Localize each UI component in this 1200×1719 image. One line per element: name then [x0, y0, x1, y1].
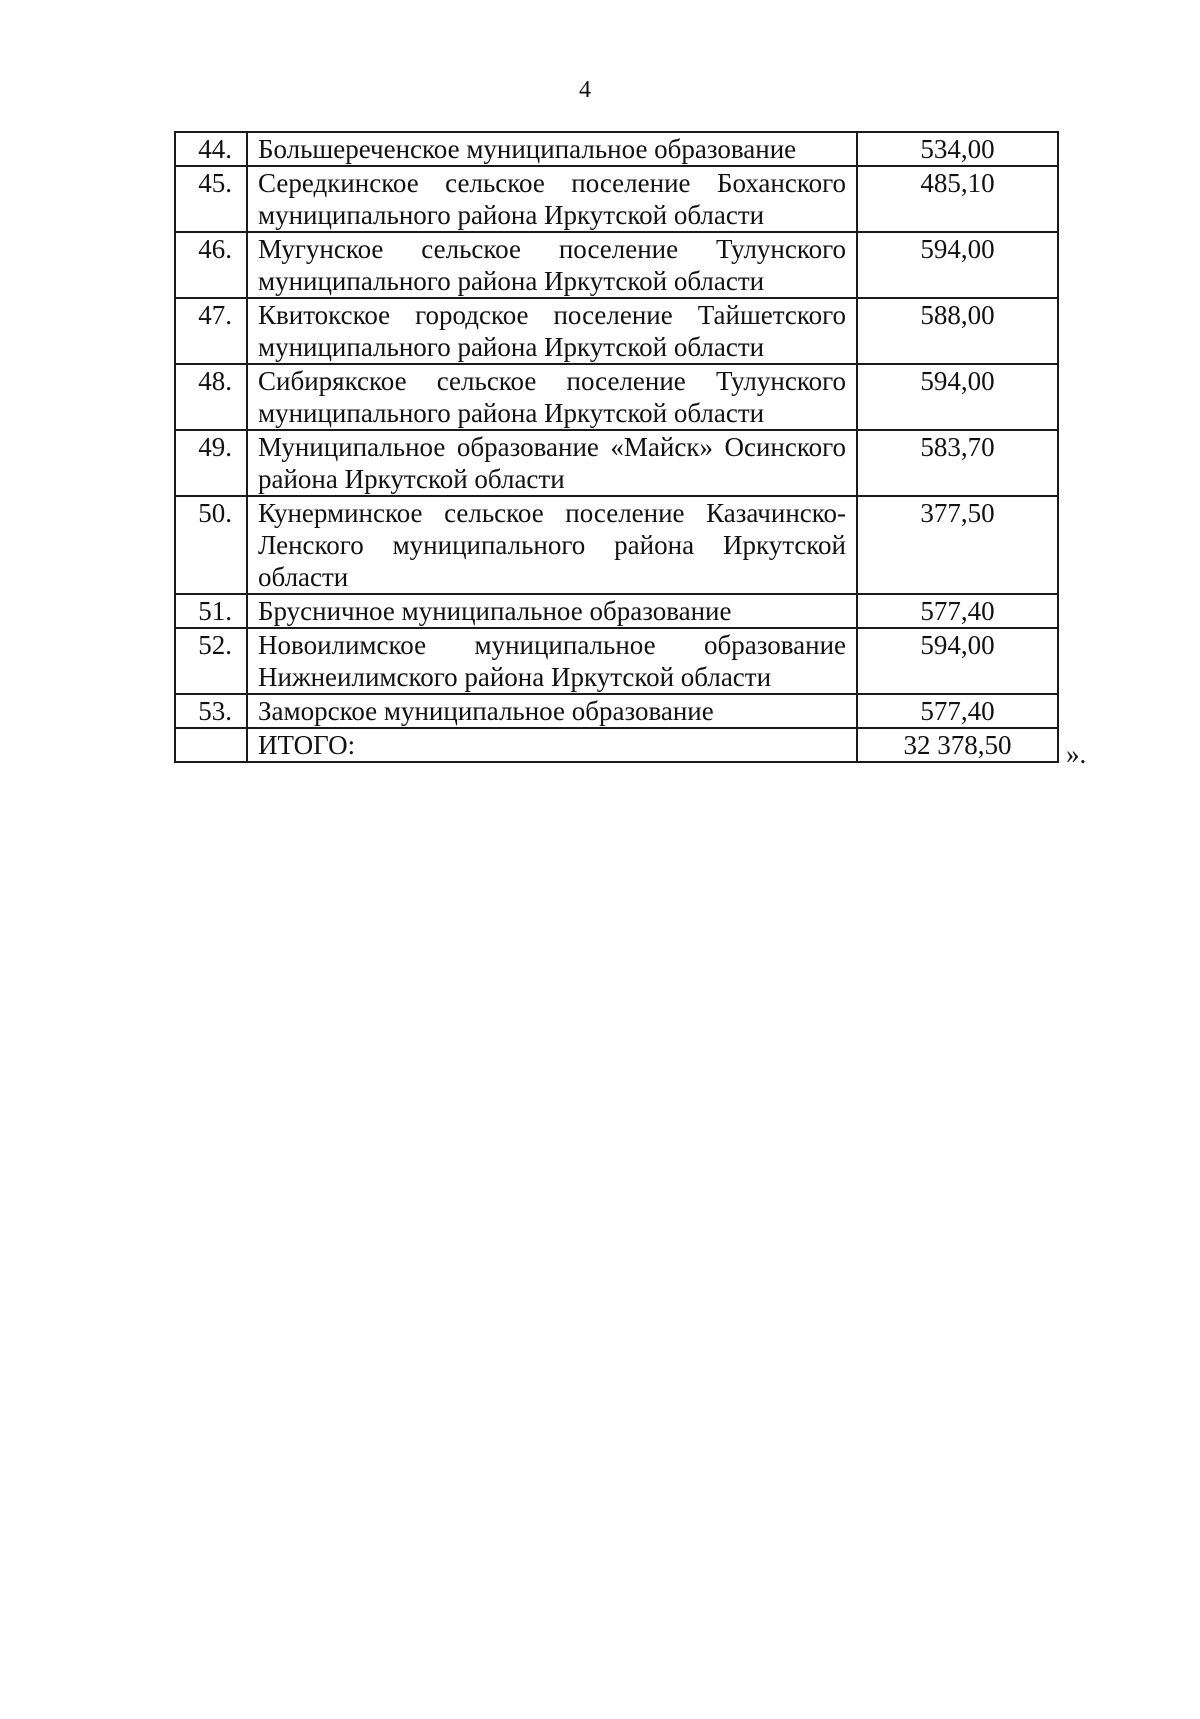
table-row [175, 132, 1058, 166]
row-number: 53. [175, 694, 247, 728]
row-number: 49. [175, 430, 247, 496]
table-row [175, 628, 1058, 694]
amount-value: 594,00 [857, 364, 1058, 430]
amount-value: 377,50 [857, 496, 1058, 594]
municipality-name: Большереченское муниципальное образование [247, 132, 857, 166]
table-body [175, 132, 1058, 762]
amount-value: 583,70 [857, 430, 1058, 496]
table-row [175, 232, 1058, 298]
table-row [175, 594, 1058, 628]
closing-quote-mark: ». [1066, 739, 1087, 769]
amount-value: 594,00 [857, 628, 1058, 694]
municipality-name: Сибирякское сельское поселение Тулунского муниципального района Иркутской области [247, 364, 857, 430]
municipality-name: Квитокское городское поселение Тайшетского муниципального района Иркутской области [247, 298, 857, 364]
municipality-name: Новоилимское муниципальное образование Нижнеилимского района Иркутской области [247, 628, 857, 694]
total-amount: 32 378,50 [857, 728, 1058, 762]
amount-value: 594,00 [857, 232, 1058, 298]
municipality-name: Брусничное муниципальное образование [247, 594, 857, 628]
municipality-name: Заморское муниципальное образование [247, 694, 857, 728]
row-number: 51. [175, 594, 247, 628]
row-number: 52. [175, 628, 247, 694]
amount-value: 577,40 [857, 694, 1058, 728]
municipality-name: Мугунское сельское поселение Тулунского муниципального района Иркутской области [247, 232, 857, 298]
table-row [175, 694, 1058, 728]
table-row [175, 298, 1058, 364]
municipality-name: Кунерминское сельское поселение Казачинско-Ленского муниципального района Иркутской области [247, 496, 857, 594]
table-row [175, 166, 1058, 232]
total-label: ИТОГО: [247, 728, 857, 762]
table-row [175, 496, 1058, 594]
row-number: 46. [175, 232, 247, 298]
municipality-name: Середкинское сельское поселение Боханского муниципального района Иркутской области [247, 166, 857, 232]
row-number: 48. [175, 364, 247, 430]
allocation-table-container [174, 131, 1057, 763]
page-number: 4 [579, 77, 591, 103]
amount-value: 588,00 [857, 298, 1058, 364]
row-number: 50. [175, 496, 247, 594]
total-row-number [175, 728, 247, 762]
table-row [175, 430, 1058, 496]
table-row [175, 364, 1058, 430]
amount-value: 534,00 [857, 132, 1058, 166]
amount-value: 485,10 [857, 166, 1058, 232]
row-number: 47. [175, 298, 247, 364]
municipality-name: Муниципальное образование «Майск» Осинского района Иркутской области [247, 430, 857, 496]
total-row [175, 728, 1058, 762]
row-number: 44. [175, 132, 247, 166]
amount-value: 577,40 [857, 594, 1058, 628]
row-number: 45. [175, 166, 247, 232]
allocation-table [174, 131, 1059, 763]
